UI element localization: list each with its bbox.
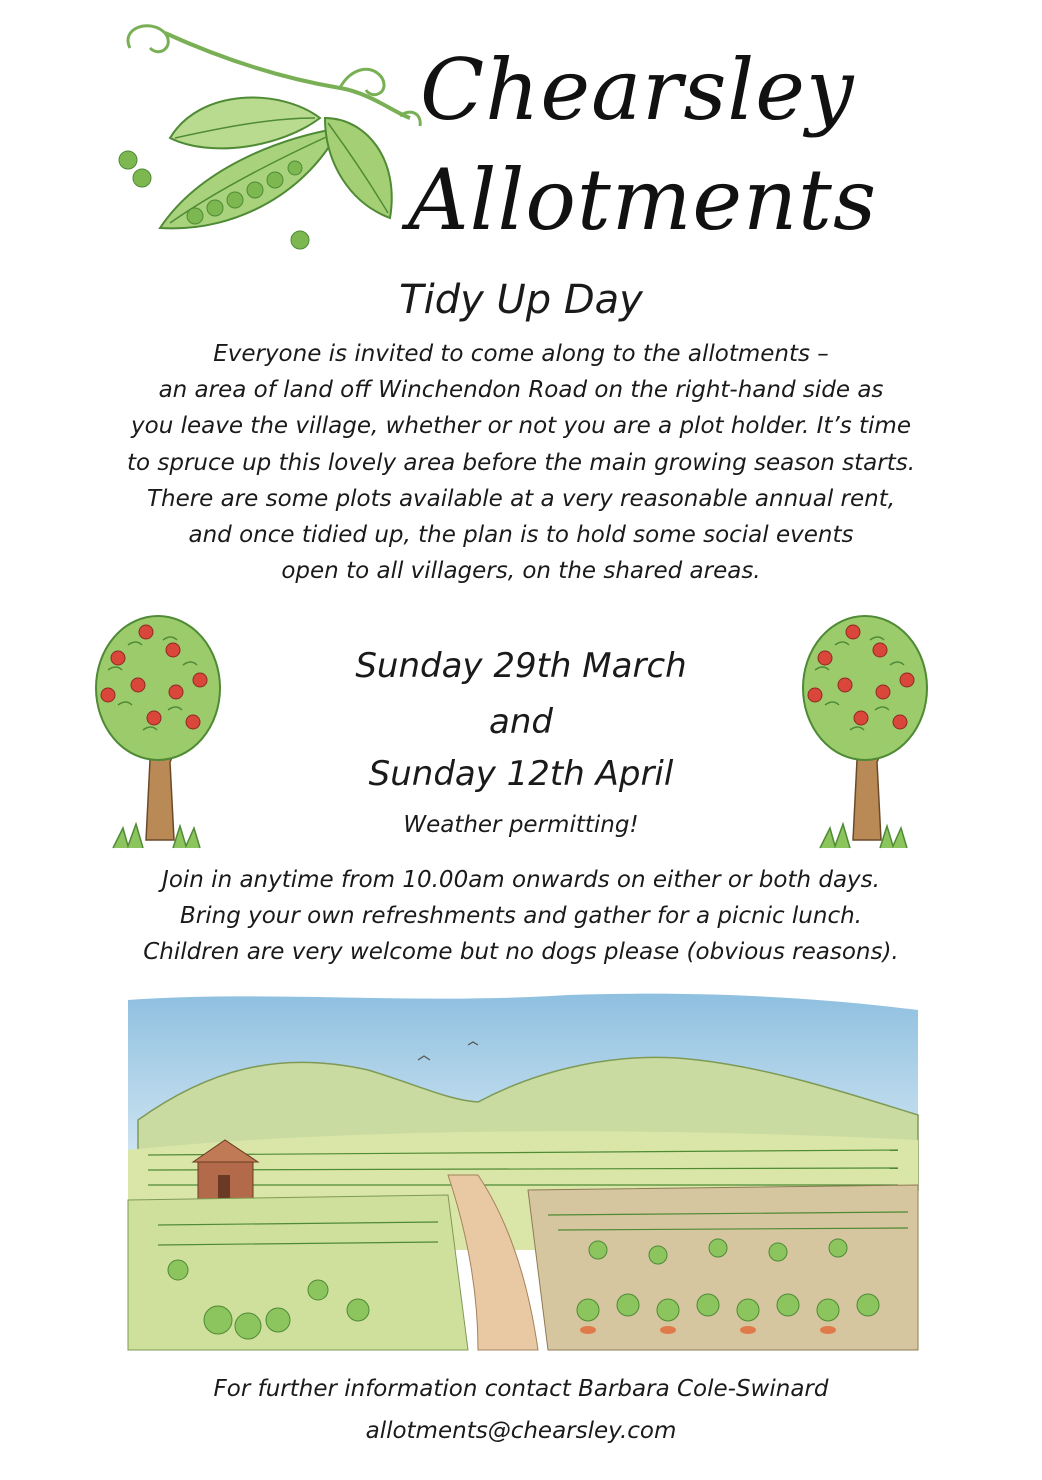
weather-note: Weather permitting! bbox=[403, 812, 639, 838]
intro-paragraph bbox=[40, 336, 1002, 589]
details-line: Children are very welcome but no dogs please (obvious reasons). bbox=[143, 939, 899, 965]
details-line: Join in anytime from 10.00am onwards on either or both days. bbox=[162, 867, 880, 893]
intro-line: There are some plots available at a very reasonable annual rent, bbox=[146, 485, 896, 512]
event-title: Tidy Up Day bbox=[399, 277, 643, 323]
intro-line: you leave the village, whether or not you are a plot holder. It’s time bbox=[131, 413, 911, 440]
title-line-2: Allotments bbox=[408, 151, 878, 249]
details-line: Bring your own refreshments and gather for a picnic lunch. bbox=[180, 903, 862, 929]
contact-line: For further information contact Barbara Cole-Swinard bbox=[213, 1376, 829, 1402]
contact-email-link[interactable]: allotments@chearsley.com bbox=[365, 1418, 677, 1444]
details-paragraph bbox=[40, 862, 1002, 970]
event-date-2: Sunday 12th April bbox=[368, 754, 674, 794]
intro-line: open to all villagers, on the shared areas. bbox=[281, 558, 761, 585]
and-connector: and bbox=[489, 702, 553, 742]
title-line-1: Chearsley bbox=[420, 41, 855, 139]
intro-line: an area of land off Winchendon Road on the right-hand side as bbox=[158, 377, 884, 404]
pea-pod-icon bbox=[110, 18, 430, 258]
intro-line: to spruce up this lovely area before the main growing season starts. bbox=[126, 449, 916, 476]
event-date-1: Sunday 29th March bbox=[355, 646, 687, 686]
allotment-landscape-illustration bbox=[118, 990, 928, 1360]
intro-line: Everyone is invited to come along to the allotments – bbox=[213, 341, 829, 367]
intro-line: and once tidied up, the plan is to hold some social events bbox=[188, 522, 854, 549]
